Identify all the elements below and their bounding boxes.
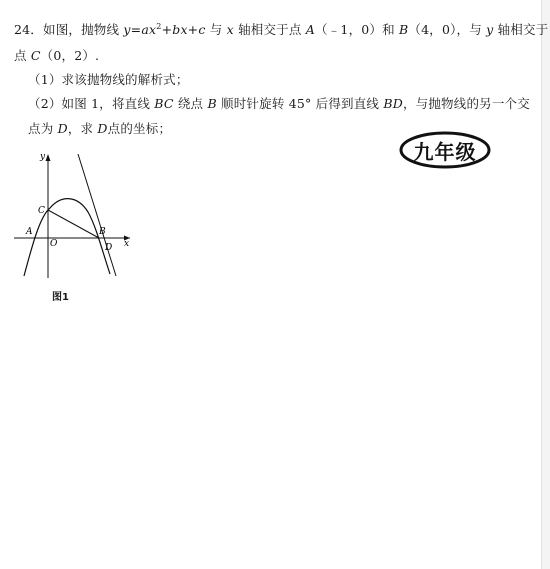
point-d: D — [57, 121, 68, 136]
question-1: （1）求该抛物线的解析式； — [28, 72, 189, 87]
problem-text: 与 — [209, 22, 223, 37]
label-b: B — [99, 227, 106, 237]
line-bd-segment — [78, 154, 116, 276]
point-d: D — [97, 121, 108, 136]
line-bd: BD — [383, 96, 403, 111]
figure-1 — [10, 150, 140, 285]
scrollbar-track[interactable] — [541, 0, 550, 569]
label-x: x — [124, 239, 130, 249]
problem-text: 点 — [14, 48, 27, 63]
figure-caption: 图1 — [52, 292, 69, 303]
problem-text: 24．如图，抛物线 — [14, 22, 120, 37]
label-o: O — [50, 239, 58, 249]
question-2-line-1 — [28, 96, 530, 112]
problem-text: ，求 — [67, 121, 94, 136]
problem-text: 轴相交于点 — [238, 22, 302, 37]
problem-text: ，与抛物线的另一个交 — [402, 96, 530, 111]
equals-sign: = — [130, 22, 142, 37]
var-ax: ax — [141, 22, 157, 37]
problem-text: 顺时针旋转 45° 后得到直线 — [221, 96, 380, 111]
problem-text: 点为 — [28, 121, 54, 136]
y-axis-arrow — [46, 154, 51, 161]
point-b: B — [207, 96, 217, 111]
label-a: A — [26, 227, 33, 237]
label-y: y — [40, 152, 46, 162]
question-2-line-2 — [28, 121, 171, 137]
coord-c: （0，2）. — [40, 48, 100, 63]
line-bc-segment — [48, 210, 99, 238]
problem-line-1 — [14, 22, 548, 38]
point-a: A — [305, 22, 316, 37]
problem-text: （2）如图 1，将直线 — [28, 96, 151, 111]
problem-text: 点的坐标； — [107, 121, 172, 136]
label-d: D — [105, 243, 113, 253]
var-x: x — [226, 22, 234, 37]
label-c: C — [38, 206, 45, 216]
line-bc: BC — [154, 96, 174, 111]
var-bx-c: +bx+c — [161, 22, 206, 37]
parabola-diagram — [10, 150, 140, 285]
var-y: y — [123, 22, 131, 37]
grade-stamp — [398, 130, 492, 170]
stamp-text: 九年级 — [413, 139, 477, 164]
var-y-axis: y — [486, 22, 494, 37]
coord-a: （﹣1，0）和 — [315, 22, 395, 37]
problem-text: 绕点 — [177, 96, 204, 111]
point-c: C — [30, 48, 41, 63]
problem-text: 轴相交于 — [497, 22, 549, 37]
problem-line-2 — [14, 48, 99, 64]
exponent: 2 — [156, 21, 162, 31]
point-b: B — [399, 22, 409, 37]
coord-b: （4，0），与 — [408, 22, 482, 37]
